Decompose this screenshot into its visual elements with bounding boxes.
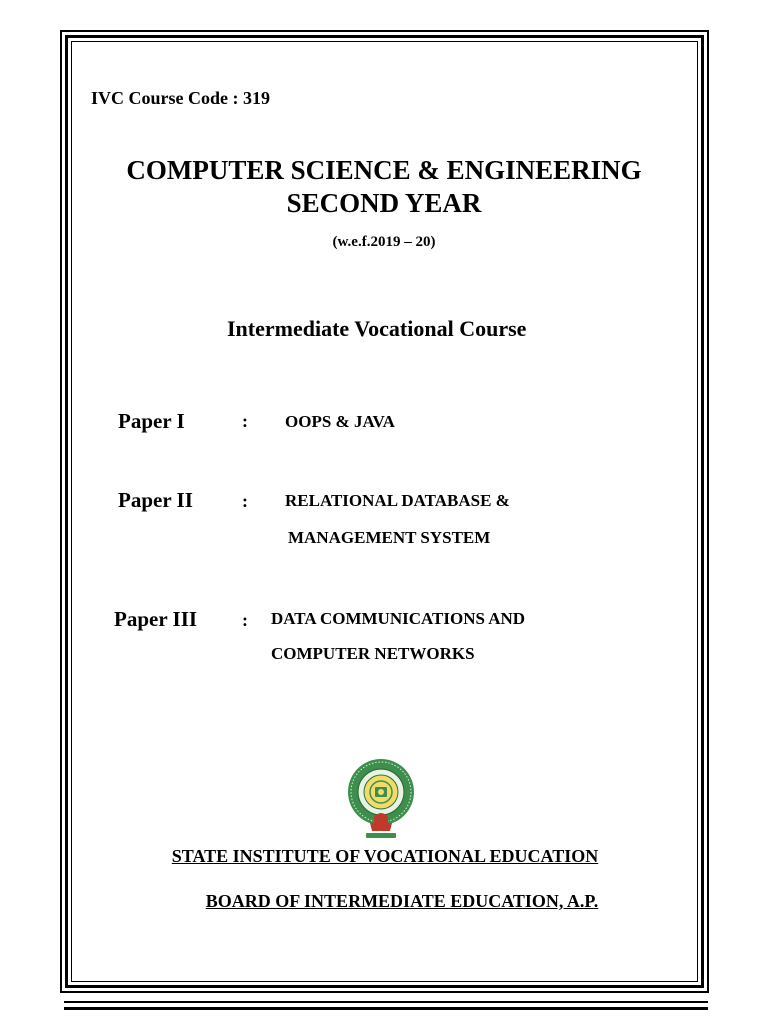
course-name: Intermediate Vocational Course <box>227 316 527 341</box>
document-title: COMPUTER SCIENCE & ENGINEERING <box>126 155 642 185</box>
paper-subject: RELATIONAL DATABASE & <box>285 491 510 510</box>
paper-separator: : <box>242 411 248 431</box>
paper-subject-continued: COMPUTER NETWORKS <box>271 644 475 663</box>
bottom-rule <box>64 1007 708 1010</box>
paper-separator: : <box>242 491 248 511</box>
paper-subject: OOPS & JAVA <box>285 412 395 431</box>
paper-label: Paper III <box>114 607 198 631</box>
paper-subject: DATA COMMUNICATIONS AND <box>271 609 526 628</box>
course-code: IVC Course Code : 319 <box>91 88 270 108</box>
board-name: BOARD OF INTERMEDIATE EDUCATION, A.P. <box>205 891 599 911</box>
state-emblem-icon <box>343 757 419 843</box>
document-subtitle: SECOND YEAR <box>286 188 482 218</box>
paper-label: Paper II <box>118 488 193 512</box>
paper-label: Paper I <box>118 409 185 433</box>
emblem-lion-base <box>370 823 392 831</box>
effective-year: (w.e.f.2019 – 20) <box>332 234 436 250</box>
paper-separator: : <box>242 610 248 630</box>
paper-subject-continued: MANAGEMENT SYSTEM <box>288 528 491 547</box>
institute-name: STATE INSTITUTE OF VOCATIONAL EDUCATION <box>171 846 599 866</box>
bottom-rule <box>64 1001 708 1003</box>
